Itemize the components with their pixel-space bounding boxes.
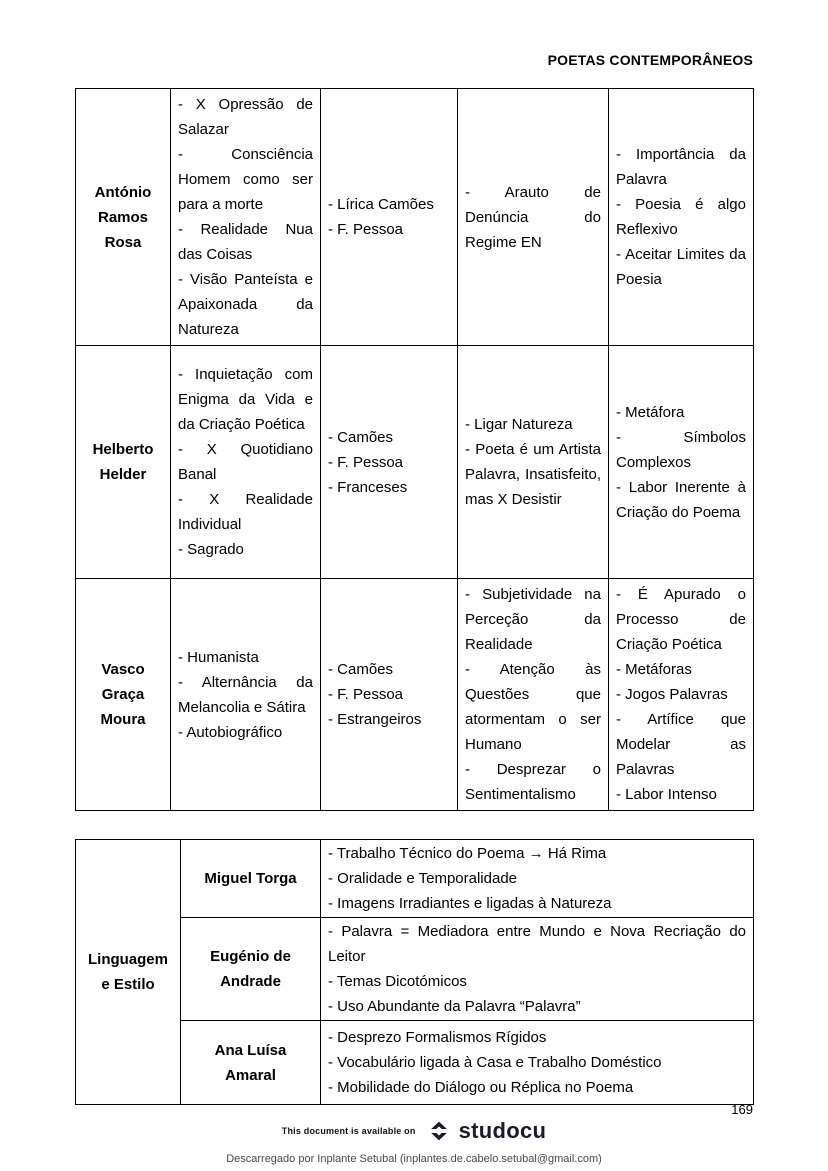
table-row (76, 346, 754, 579)
influences-cell (321, 89, 458, 346)
role-item: - Ligar Natureza (465, 416, 573, 433)
theme-item: - Alternância da Melancolia e Sátira (178, 673, 313, 716)
points-cell (321, 840, 754, 918)
point-item: - Desprezo Formalismos Rígidos (328, 1029, 547, 1046)
point-item: - Palavra = Mediadora entre Mundo e Nova Recriação do Leitor (328, 923, 746, 965)
influences-cell (321, 579, 458, 811)
points-cell (321, 1021, 754, 1105)
style-cell (609, 89, 754, 346)
page-title: POETAS CONTEMPORÂNEOS (547, 52, 753, 68)
theme-item: - X Realidade Individual (178, 491, 313, 533)
themes-cell (171, 579, 321, 811)
themes-cell (171, 89, 321, 346)
influence-item: - Estrangeiros (328, 711, 422, 728)
role-item: - Arauto de Denúncia do Regime EN (465, 183, 601, 251)
poet-role-cell (458, 579, 609, 811)
influence-item: - F. Pessoa (328, 221, 404, 238)
studocu-wordmark: studocu (458, 1118, 547, 1143)
poet-name-cell: António Ramos Rosa (76, 89, 171, 346)
style-item: - Labor Intenso (616, 786, 717, 803)
download-note: Descarregado por Inplante Setubal (inplantes.de.cabelo.setubal@gmail.com) (226, 1153, 602, 1165)
style-cell (609, 346, 754, 579)
theme-item: - Humanista (178, 648, 259, 666)
style-item: - É Apurado o Processo de Criação Poética (616, 586, 746, 653)
style-item: - Artífice que Modelar as Palavras (616, 711, 746, 778)
style-item: - Metáfora (616, 403, 685, 421)
influences-cell (321, 346, 458, 579)
point-item: - Imagens Irradiantes e ligadas à Natureza (328, 895, 612, 912)
poet-name-cell: Helberto Helder (76, 346, 171, 579)
point-item: - Uso Abundante da Palavra “Palavra” (328, 998, 581, 1015)
style-item: - Poesia é algo Reflexivo (616, 196, 746, 238)
theme-item: - X Opressão de Salazar (178, 96, 313, 138)
poet-name-cell: Miguel Torga (181, 840, 321, 918)
style-item: - Metáforas (616, 661, 692, 678)
role-item: - Subjetividade na Perceção da Realidade (465, 586, 601, 653)
style-item: - Símbolos Complexos (616, 428, 746, 471)
theme-item: - Autobiográfico (178, 723, 283, 741)
theme-item: - Realidade Nua das Coisas (178, 221, 313, 263)
points-cell (321, 918, 754, 1021)
studocu-logo[interactable] (426, 1118, 547, 1144)
table-row (76, 579, 754, 811)
available-on-label: This document is available on (281, 1126, 416, 1136)
section-label-cell: Linguagem e Estilo (76, 840, 181, 1105)
style-item: - Jogos Palavras (616, 686, 728, 703)
studocu-logo-icon (426, 1118, 452, 1144)
influence-item: - Camões (328, 661, 394, 678)
style-cell (609, 579, 754, 811)
point-item: - Temas Dicotómicos (328, 973, 467, 990)
themes-cell (171, 346, 321, 579)
poets-table (75, 88, 754, 811)
style-item: - Importância da Palavra (616, 146, 746, 188)
role-item: - Poeta é um Artista Palavra, Insatisfeito, mas X Desistir (465, 441, 601, 508)
poet-role-cell (458, 89, 609, 346)
point-item: - Oralidade e Temporalidade (328, 870, 518, 887)
role-item: - Desprezar o Sentimentalismo (465, 761, 601, 803)
style-item: - Labor Inerente à Criação do Poema (616, 478, 746, 521)
theme-item: - Inquietação com Enigma da Vida e da Criação Poética (178, 366, 313, 433)
poet-role-cell (458, 346, 609, 579)
theme-item: - Consciência Homem como ser para a morte (178, 146, 313, 213)
influence-item: - F. Pessoa (328, 453, 404, 471)
theme-item: - Visão Panteísta e Apaixonada da Natureza (178, 271, 313, 338)
influence-item: - Camões (328, 428, 394, 446)
influence-item: - Franceses (328, 478, 408, 496)
language-style-table (75, 839, 754, 1105)
point-item: - Trabalho Técnico do Poema → Há Rima (328, 845, 607, 862)
poet-name-cell: Ana Luísa Amaral (181, 1021, 321, 1105)
theme-item: - X Quotidiano Banal (178, 441, 313, 483)
theme-item: - Sagrado (178, 541, 244, 558)
point-item: - Mobilidade do Diálogo ou Réplica no Poema (328, 1079, 634, 1096)
poet-name-cell: Vasco Graça Moura (76, 579, 171, 811)
role-item: - Atenção às Questões que atormentam o ser Humano (465, 661, 601, 753)
influence-item: - Lírica Camões (328, 196, 434, 213)
table-row (76, 89, 754, 346)
style-item: - Aceitar Limites da Poesia (616, 246, 746, 288)
footer-brand-line (0, 1118, 828, 1144)
page-number: 169 (731, 1102, 753, 1117)
table-row (76, 840, 754, 918)
influence-item: - F. Pessoa (328, 686, 404, 703)
point-item: - Vocabulário ligada à Casa e Trabalho Doméstico (328, 1054, 662, 1071)
poet-name-cell: Eugénio de Andrade (181, 918, 321, 1021)
